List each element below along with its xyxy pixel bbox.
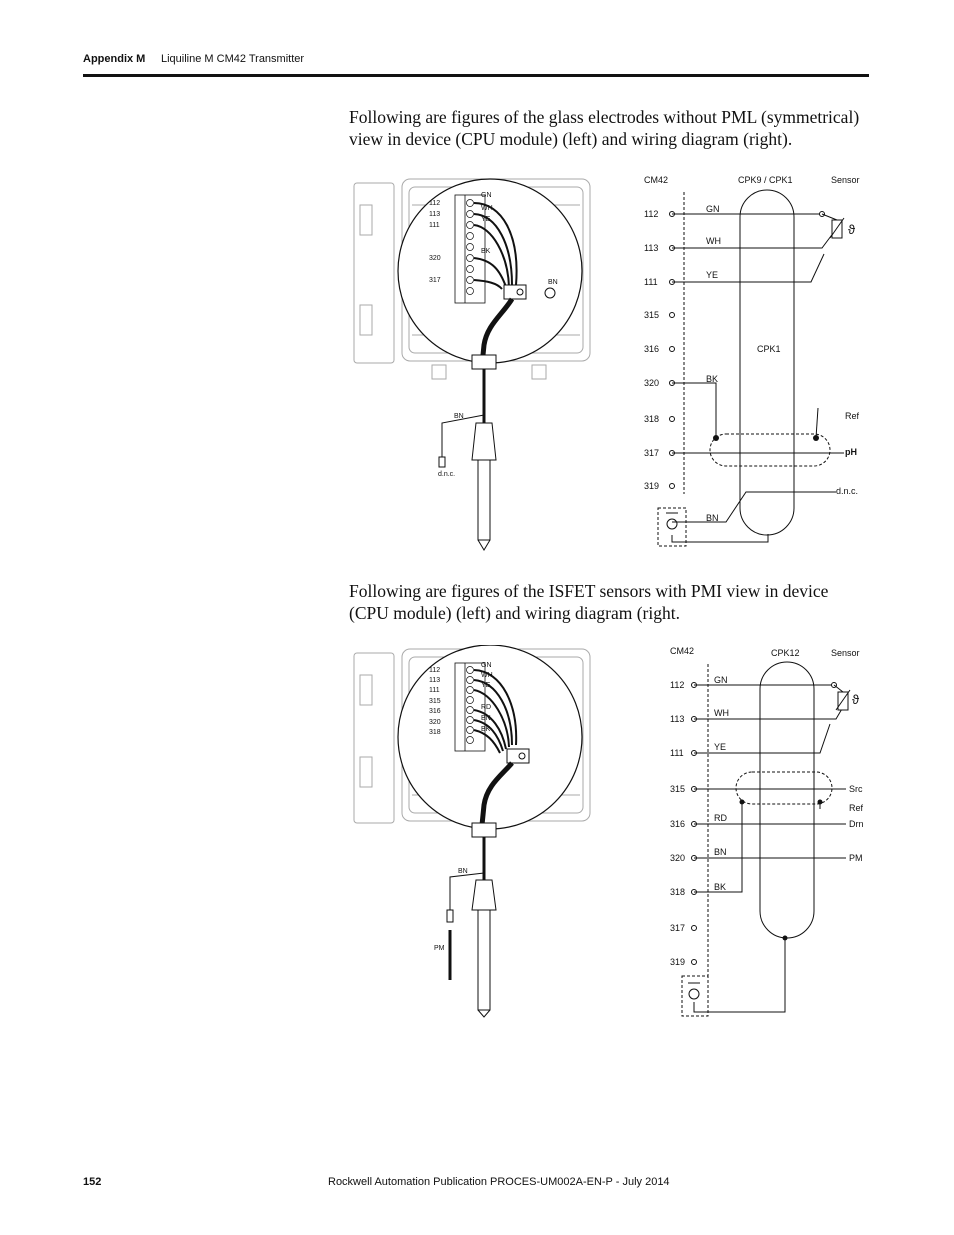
wiring-ph-label: pH [845, 447, 857, 457]
wiring-ref-label: Ref [849, 803, 864, 813]
device-wire-label: GN [481, 192, 492, 199]
figure-wiring-isfet [660, 642, 880, 1022]
device-wire-label: RD [481, 704, 492, 711]
wiring-terminal-label: 111 [670, 748, 684, 758]
wiring-wire-label: RD [714, 813, 727, 823]
wiring-terminal-label: 315 [644, 310, 660, 320]
device-terminal-label: 317 [429, 277, 441, 284]
wiring-terminal-label: 318 [644, 414, 660, 424]
device-terminal-label: 320 [429, 719, 441, 726]
wiring-src-label: Src [849, 784, 863, 794]
device-terminal-label: 111 [429, 222, 440, 229]
wiring-wire-label: BK [714, 882, 727, 892]
wiring-terminal-label: 113 [644, 243, 659, 253]
wiring-wire-label: YE [714, 742, 727, 752]
device-wire-label: BN [481, 715, 491, 722]
wiring-terminal-label: 316 [644, 344, 660, 354]
wiring-cable-label: CPK12 [771, 648, 800, 658]
device-wire-label: BN [548, 279, 558, 286]
device-wire-label: YE [481, 682, 491, 689]
device-terminal-label: 112 [429, 200, 441, 207]
wiring-dnc-label: d.n.c. [836, 486, 859, 496]
wiring-terminal-label: 112 [670, 680, 685, 690]
figure-device-glass-electrode [352, 175, 592, 555]
wiring-terminal-label: 317 [670, 923, 686, 933]
device-terminal-label: 113 [429, 677, 441, 684]
device-terminal-label: 315 [429, 698, 441, 705]
wiring-wire-label: BN [706, 513, 719, 523]
wiring-sensor-label: Sensor [831, 175, 860, 185]
figure-wiring-glass-electrode [636, 172, 876, 552]
wiring-terminal-label: 315 [670, 784, 686, 794]
device-pm-label: PM [434, 945, 445, 952]
wiring-device-label: CM42 [644, 175, 669, 185]
device-wire-label: WH [481, 205, 493, 212]
wiring-terminal-label: 112 [644, 209, 659, 219]
wiring-pm-label: PM [849, 853, 863, 863]
wiring-wire-label: GN [714, 675, 728, 685]
section1-intro: Following are figures of the glass electrodes without PML (symmetrical) view in device (CPU module) (left) and wiring diagram (right). [349, 107, 860, 149]
device-terminal-label: 113 [429, 211, 441, 218]
device-terminal-label: 320 [429, 255, 441, 262]
header-title: Liquiline M CM42 Transmitter [161, 53, 305, 65]
wiring-wire-label: WH [706, 236, 721, 246]
wiring-wire-label: YE [706, 270, 719, 280]
wiring-terminal-label: 319 [644, 481, 660, 491]
wiring-terminal-label: 111 [644, 277, 658, 287]
publication-info: Rockwell Automation Publication PROCES-UM002A-EN-P - July 2014 [328, 1176, 670, 1188]
header-rule [83, 74, 869, 77]
device-wire-label: WH [481, 672, 493, 679]
wiring-drn-label: Drn [849, 819, 864, 829]
device-wire-label: BK [481, 726, 491, 733]
wiring-terminal-label: 113 [670, 714, 685, 724]
wiring-temp-symbol: ϑ [848, 222, 856, 237]
wiring-sensor-label: Sensor [831, 648, 860, 658]
device-terminal-label: 112 [429, 667, 441, 674]
wiring-wire-label: BK [706, 374, 719, 384]
device-wire-label: BK [481, 248, 491, 255]
device-wire-label: GN [481, 662, 492, 669]
device-cable-label: BN [454, 413, 464, 420]
wiring-wire-label: GN [706, 204, 720, 214]
wiring-terminal-label: 317 [644, 448, 660, 458]
wiring-wire-label: BN [714, 847, 727, 857]
wiring-terminal-label: 319 [670, 957, 686, 967]
device-terminal-label: 111 [429, 687, 440, 694]
wiring-terminal-label: 318 [670, 887, 686, 897]
wiring-device-label: CM42 [670, 646, 695, 656]
device-wire-label: YE [481, 216, 491, 223]
section2-intro: Following are figures of the ISFET sensors with PMI view in device (CPU module) (left) and wiring diagram (right. [349, 581, 829, 623]
device-cable-label: BN [458, 868, 468, 875]
device-dnc-label: d.n.c. [438, 471, 456, 478]
wiring-inner-cable-label: CPK1 [757, 344, 781, 354]
wiring-wire-label: WH [714, 708, 729, 718]
wiring-cable-label: CPK9 / CPK1 [738, 175, 793, 185]
header-appendix: Appendix M [83, 53, 146, 65]
page-number: 152 [83, 1176, 102, 1188]
wiring-ref-label: Ref [845, 411, 860, 421]
device-terminal-label: 316 [429, 708, 441, 715]
device-terminal-label: 318 [429, 729, 441, 736]
wiring-temp-symbol: ϑ [852, 692, 860, 707]
figure-device-isfet [352, 645, 592, 1025]
wiring-terminal-label: 320 [644, 378, 660, 388]
wiring-terminal-label: 320 [670, 853, 686, 863]
wiring-terminal-label: 316 [670, 819, 686, 829]
